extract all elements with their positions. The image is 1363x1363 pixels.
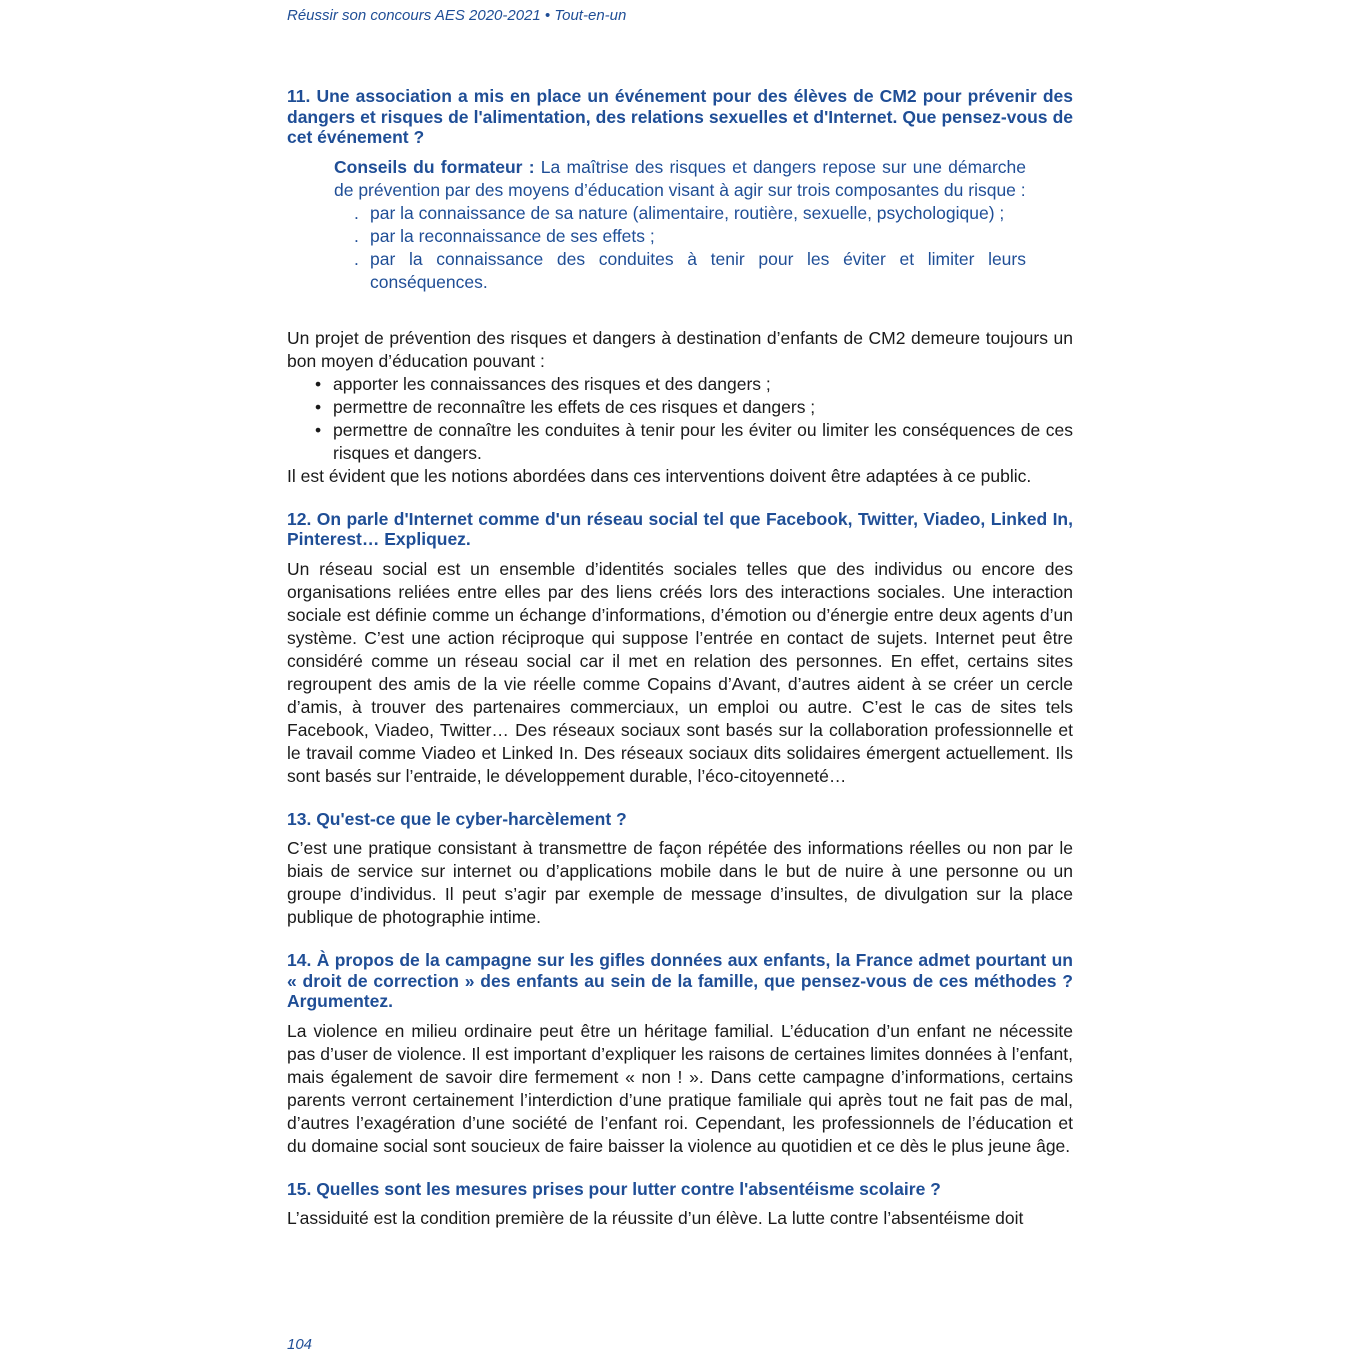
advice-text: La maîtrise des risques et dangers repose sur une démarche de prévention par des moyens d’éducation visant à agir sur trois composantes du risque : <box>334 156 1026 200</box>
advice-list <box>334 202 1026 294</box>
question-12-heading: 12. On parle d'Internet comme d'un réseau social tel que Facebook, Twitter, Viadeo, Linked In, Pinterest… Expliquez. <box>287 508 1073 549</box>
question-11-section <box>287 86 1073 488</box>
question-12-section <box>287 509 1073 788</box>
question-14-heading: 14. À propos de la campagne sur les gifles données aux enfants, la France admet pourtant un « droit de correction » des enfants au sein de la famille, que pensez-vous de ces méthodes ? Argumentez. <box>287 950 1073 1011</box>
question-14-section <box>287 950 1073 1158</box>
answer-11-list <box>287 373 1073 465</box>
page-content <box>287 86 1073 1230</box>
question-13-heading: 13. Qu'est-ce que le cyber-harcèlement ? <box>287 808 627 829</box>
question-15-section <box>287 1179 1073 1231</box>
answer-11-intro: Un projet de prévention des risques et dangers à destination d’enfants de CM2 demeure toujours un bon moyen d’éducation pouvant : <box>287 327 1073 371</box>
answer-11-outro: Il est évident que les notions abordées dans ces interventions doivent être adaptées à ce public. <box>287 465 1032 486</box>
answer-list-item: • apporter les connaissances des risques et des dangers ; <box>333 373 1073 396</box>
page-number: 104 <box>287 1336 313 1353</box>
running-head: Réussir son concours AES 2020-2021 • Tout-en-un <box>287 7 627 24</box>
advice-item: . par la connaissance des conduites à tenir pour les éviter et limiter leurs conséquences. <box>370 248 1026 294</box>
answer-13-paragraph: C’est une pratique consistant à transmettre de façon répétée des informations réelles ou non par le biais de service sur internet ou d’applications mobile dans le but de nuire à une personne ou un groupe d’individus. Il peut s’agir par exemple de message d’insultes, de divulgation sur la place publique de photographie intime. <box>287 838 1073 927</box>
answer-15-paragraph: L’assiduité est la condition première de la réussite d’un élève. La lutte contre l’absentéisme doit <box>287 1208 1024 1228</box>
question-13-section <box>287 809 1073 930</box>
answer-list-item: • permettre de connaître les conduites à tenir pour les éviter ou limiter les conséquences de ces risques et dangers. <box>333 419 1073 465</box>
answer-12-paragraph: Un réseau social est un ensemble d’identités sociales telles que des individus ou encore des organisations reliées entre elles par des liens créés lors des interactions sociales. Une interaction sociale est définie comme un échange d’informations, d’émotion ou d’énergie entre deux agents d’un système. C’est une action réciproque qui suppose l’entrée en contact de sujets. Internet peut être considéré comme un réseau social car il met en relation des personnes. En effet, certains sites regroupent des amis de la vie réelle comme Copains d’Avant, d’autres aident à se créer un cercle d’amis, à trouver des partenaires commerciaux, un emploi ou autre. C’est le cas de sites tels Facebook, Viadeo, Twitter… Des réseaux sociaux sont basés sur la collaboration professionnelle et le travail comme Viadeo et Linked In. Des réseaux sociaux dits solidaires émergent actuellement. Ils sont basés sur l’entraide, le développement durable, l’éco-citoyenneté… <box>287 558 1073 786</box>
answer-list-item: • permettre de reconnaître les effets de ces risques et dangers ; <box>333 396 1073 419</box>
question-11-heading: 11. Une association a mis en place un événement pour des élèves de CM2 pour prévenir des dangers et risques de l'alimentation, des relations sexuelles et d'Internet. Que pensez-vous de cet événement ? <box>287 86 1073 147</box>
answer-14-paragraph: La violence en milieu ordinaire peut être un héritage familial. L’éducation d’un enfant ne nécessite pas d’user de violence. Il est important d’expliquer les raisons de certaines limites données à l’enfant, mais également de savoir dire fermement « non ! ». Dans cette campagne d’informations, certains parents verront certainement l’interdiction d’une pratique familiale qui après tout ne fait pas de mal, d’autres l’exagération d’une société de l’enfant roi. Cependant, les professionnels de l’éducation et du domaine social sont soucieux de faire baisser la violence au quotidien et ce dès le plus jeune âge. <box>287 1020 1073 1156</box>
advice-item: . par la reconnaissance de ses effets ; <box>370 225 1026 248</box>
trainer-advice-box <box>334 156 1026 294</box>
advice-lead: Conseils du formateur : <box>334 156 535 177</box>
question-15-heading: 15. Quelles sont les mesures prises pour lutter contre l'absentéisme scolaire ? <box>287 1178 941 1199</box>
advice-item: . par la connaissance de sa nature (alimentaire, routière, sexuelle, psychologique) ; <box>370 202 1026 225</box>
